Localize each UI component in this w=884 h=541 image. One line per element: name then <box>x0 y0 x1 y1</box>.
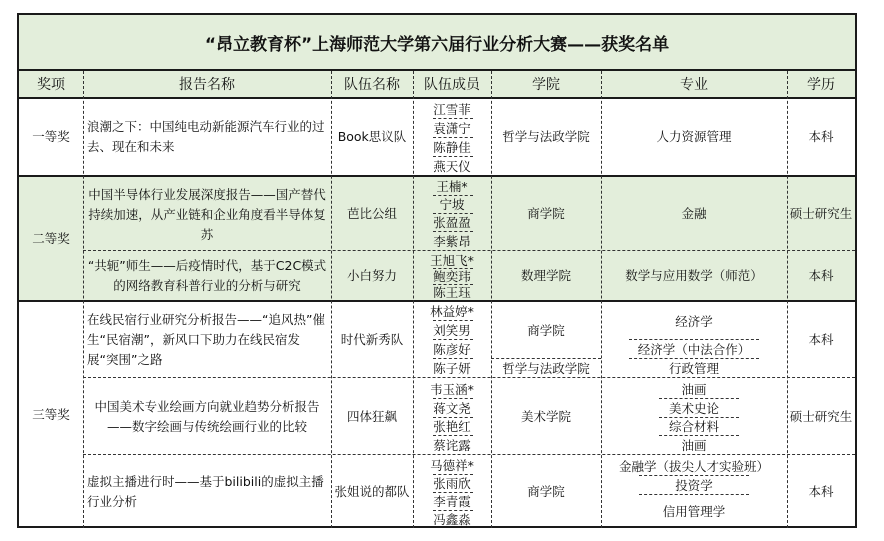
degree-name: 硕士研究生 <box>789 205 853 221</box>
major-name: 金融学（拔尖人才实验班） <box>618 458 769 474</box>
report-name: 中国半导体行业发展深度报告——国产替代持续加速，从产业链和企业角度看半导体复苏 <box>88 186 326 242</box>
member-name: 鲍奕玮 <box>433 269 471 284</box>
header-award: 奖项 <box>19 71 83 97</box>
report-name: 浪潮之下：中国纯电动新能源汽车行业的过去、现在和未来 <box>87 119 325 154</box>
member-name: 王楠* <box>436 179 468 194</box>
award-third: 三等奖 <box>32 407 70 422</box>
header-members: 队伍成员 <box>413 71 491 97</box>
member-name: 张艳红 <box>433 419 471 434</box>
member-name: 李紫昂 <box>433 233 471 249</box>
college-name: 哲学与法政学院 <box>502 360 590 376</box>
member-name: 刘笑男 <box>433 322 471 338</box>
major-name: 数学与应用数学（师范） <box>625 268 763 283</box>
report-name: 在线民宿行业研究分析报告——“追风热”催生“民宿潮”，新风口下助力在线民宿发展“突围”之路 <box>87 311 325 367</box>
college-name: 商学院 <box>527 484 565 499</box>
member-name: 蒋文尧 <box>433 400 471 416</box>
row-divider-3b <box>83 454 855 455</box>
report-name: 虚拟主播进行时——基于bilibili的虚拟主播行业分析 <box>87 474 324 509</box>
header-degree: 学历 <box>787 71 855 97</box>
member-name: 马德祥* <box>430 458 474 473</box>
college-name: 哲学与法政学院 <box>502 129 590 144</box>
header-major: 专业 <box>601 71 787 97</box>
major-name: 经济学（中法合作） <box>637 341 751 357</box>
major-name: 经济学 <box>675 313 713 329</box>
major-name: 油画 <box>681 381 707 397</box>
degree-name: 硕士研究生 <box>789 408 853 424</box>
member-name: 张盈盈 <box>433 215 471 230</box>
report-name: 中国美术专业绘画方向就业趋势分析报告——数字绘画与传统绘画行业的比较 <box>94 398 320 434</box>
member-name: 林益婷* <box>430 304 474 319</box>
college-name: 数理学院 <box>520 268 571 283</box>
member-name: 王旭飞* <box>430 253 474 268</box>
team-name: 时代新秀队 <box>340 331 404 347</box>
row-divider-3a <box>83 377 855 378</box>
award-table <box>17 13 857 528</box>
degree-name: 本科 <box>808 331 834 347</box>
team-name: Book思议队 <box>337 129 407 144</box>
major-name: 人力资源管理 <box>656 129 732 144</box>
member-name: 韦玉涵* <box>430 381 474 397</box>
member-name: 李青霞 <box>433 494 471 509</box>
team-name: 芭比公组 <box>346 205 397 221</box>
member-name: 张雨欣 <box>433 476 471 491</box>
college-name: 商学院 <box>527 323 565 338</box>
member-name: 陈彦好 <box>433 341 471 357</box>
report-name: “共轭”师生——后疫情时代，基于C2C模式的网络教育科普行业的分析与研究 <box>87 258 327 293</box>
major-name: 投资学 <box>675 477 713 493</box>
member-name: 蔡诧露 <box>433 437 471 453</box>
degree-name: 本科 <box>808 268 834 283</box>
member-name: 冯鑫淼 <box>433 512 471 527</box>
major-name: 信用管理学 <box>662 504 726 519</box>
table-title: “昂立教育杯”上海师范大学第六届行业分析大赛——获奖名单 <box>19 15 855 71</box>
member-name: 陈子妍 <box>433 360 471 376</box>
header-team: 队伍名称 <box>331 71 413 97</box>
member-name: 燕天仪 <box>433 158 471 174</box>
major-name: 行政管理 <box>668 360 719 376</box>
degree-name: 本科 <box>808 484 834 499</box>
header-college: 学院 <box>491 71 601 97</box>
member-name: 袁潇宁 <box>433 120 471 136</box>
major-name: 金融 <box>681 205 707 221</box>
degree-name: 本科 <box>808 129 834 144</box>
major-name: 油画 <box>681 437 707 453</box>
college-name: 美术学院 <box>520 408 571 424</box>
award-second: 二等奖 <box>32 230 70 246</box>
major-name: 美术史论 <box>668 400 719 416</box>
member-name: 陈王珏 <box>433 285 471 300</box>
team-name: 四体狂飙 <box>346 408 397 424</box>
team-name: 小白努力 <box>346 268 397 283</box>
award-first: 一等奖 <box>32 129 70 144</box>
team-name: 张姐说的都队 <box>334 484 410 499</box>
major-name: 综合材料 <box>668 419 719 434</box>
header-report: 报告名称 <box>83 71 331 97</box>
college-name: 商学院 <box>527 205 565 221</box>
member-name: 江雪菲 <box>433 101 471 117</box>
col-line-1 <box>83 71 84 528</box>
member-name: 宁坡 <box>439 197 465 212</box>
member-name: 陈静佳 <box>433 139 471 155</box>
